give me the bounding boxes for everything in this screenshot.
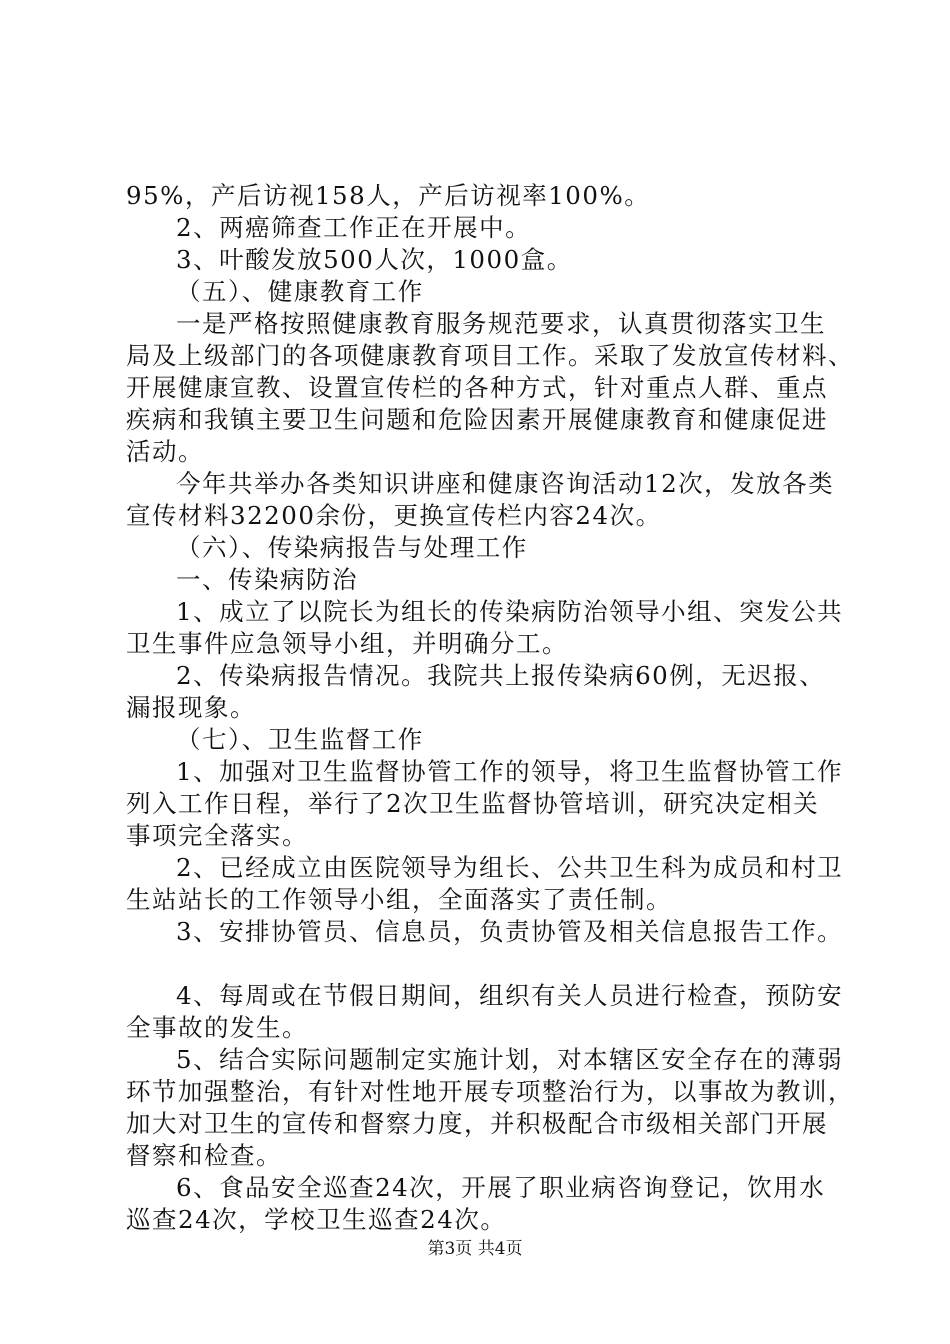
paragraph-line: 全事故的发生。: [126, 1013, 308, 1042]
paragraph-line: 事项完全落实。: [126, 821, 308, 850]
section-heading: （七）、卫生监督工作: [176, 725, 424, 754]
paragraph-line: 2、已经成立由医院领导为组长、公共卫生科为成员和村卫: [176, 853, 844, 882]
paragraph-line: 环节加强整治，有针对性地开展专项整治行为，以事故为教训，: [126, 1077, 854, 1106]
paragraph-line: 加大对卫生的宣传和督察力度，并积极配合市级相关部门开展: [126, 1109, 828, 1138]
section-heading: （五）、健康教育工作: [176, 277, 424, 306]
paragraph-line: 列入工作日程，举行了2次卫生监督协管培训，研究决定相关: [126, 789, 820, 818]
paragraph-line: 一是严格按照健康教育服务规范要求，认真贯彻落实卫生: [176, 309, 826, 338]
paragraph-line: 局及上级部门的各项健康教育项目工作。采取了发放宣传材料、: [126, 341, 854, 370]
paragraph-line: 3、安排协管员、信息员，负责协管及相关信息报告工作。: [176, 917, 844, 946]
section-heading: （六）、传染病报告与处理工作: [176, 533, 528, 562]
paragraph-line: 活动。: [126, 437, 204, 466]
paragraph-line: 疾病和我镇主要卫生问题和危险因素开展健康教育和健康促进: [126, 405, 828, 434]
paragraph-line: 3、叶酸发放500人次，1000盒。: [176, 245, 573, 274]
paragraph-line: 95%，产后访视158人，产后访视率100%。: [126, 181, 651, 210]
paragraph-line: 1、成立了以院长为组长的传染病防治领导小组、突发公共: [176, 597, 844, 626]
paragraph-line: 2、两癌筛查工作正在开展中。: [176, 213, 532, 242]
paragraph-line: 开展健康宣教、设置宣传栏的各种方式，针对重点人群、重点: [126, 373, 828, 402]
paragraph-line: 2、传染病报告情况。我院共上报传染病60例，无迟报、: [176, 661, 826, 690]
paragraph-line: 4、每周或在节假日期间，组织有关人员进行检查，预防安: [176, 981, 844, 1010]
paragraph-line: 宣传材料32200余份，更换宣传栏内容24次。: [126, 501, 662, 530]
paragraph-line: 6、食品安全巡查24次，开展了职业病咨询登记，饮用水: [176, 1173, 826, 1202]
paragraph-line: 督察和检查。: [126, 1141, 282, 1170]
paragraph-line: 巡查24次，学校卫生巡查24次。: [126, 1205, 507, 1234]
paragraph-line: 今年共举办各类知识讲座和健康咨询活动12次，发放各类: [176, 469, 835, 498]
paragraph-line: 漏报现象。: [126, 693, 256, 722]
paragraph-line: 1、加强对卫生监督协管工作的领导，将卫生监督协管工作: [176, 757, 844, 786]
paragraph-line: 5、结合实际问题制定实施计划，对本辖区安全存在的薄弱: [176, 1045, 844, 1074]
paragraph-line: 生站站长的工作领导小组，全面落实了责任制。: [126, 885, 672, 914]
paragraph-line: 卫生事件应急领导小组，并明确分工。: [126, 629, 568, 658]
page-footer: 第3页 共4页: [427, 1239, 523, 1259]
subsection-heading: 一、传染病防治: [176, 565, 358, 594]
